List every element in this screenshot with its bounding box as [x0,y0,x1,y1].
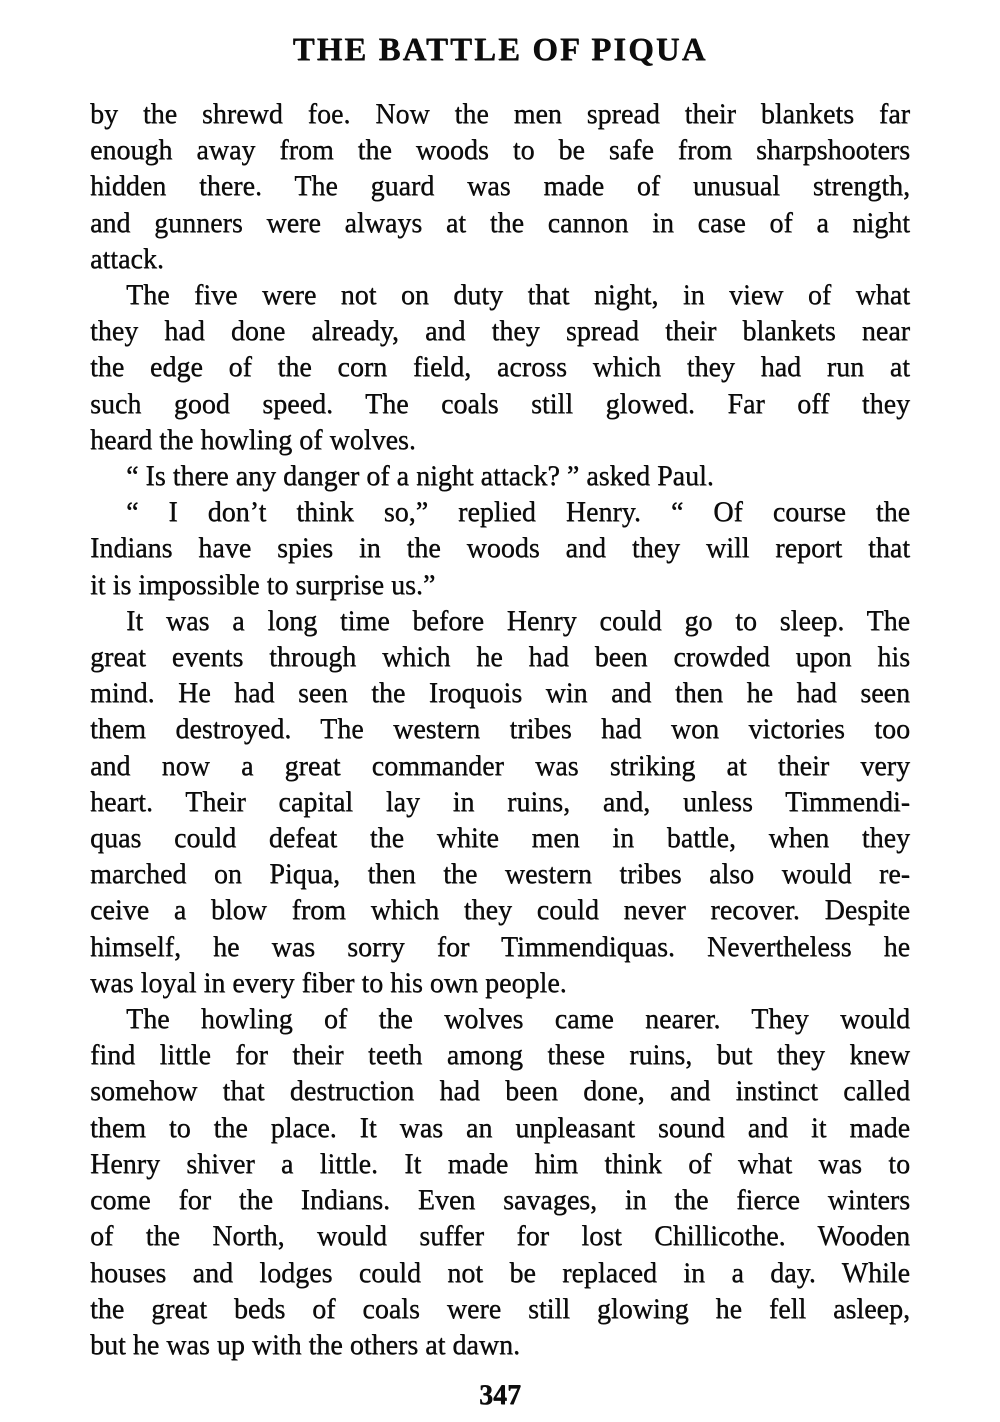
paragraph [90,97,910,278]
text-line: houses and lodges could not be replaced in a day. While [90,1257,910,1289]
text-line: The howling of the wolves came nearer. They would [126,1004,910,1036]
text-line: find little for their teeth among these ruins, but they knew [90,1040,910,1072]
text-line: “ Is there any danger of a night attack? ” asked Paul. [126,461,714,493]
text-line: the edge of the corn field, across which they had run at [90,352,910,384]
text-line: “ I don’t think so,” replied Henry. “ Of course the [126,497,910,529]
text-line: it is impossible to surprise us.” [90,569,436,601]
text-line: them destroyed. The western tribes had won victories too [90,714,910,746]
text-line: was loyal in every fiber to his own people. [90,967,567,999]
text-line: great events through which he had been crowded upon his [90,642,910,674]
text-line: and gunners were always at the cannon in case of a night [90,207,910,239]
text-line: they had done already, and they spread their blankets near [90,316,910,348]
paragraph [90,459,910,495]
text-line: of the North, would suffer for lost Chillicothe. Wooden [90,1221,910,1253]
text-column [90,97,910,1364]
paragraph [90,1002,910,1364]
text-line: heart. Their capital lay in ruins, and, unless Timmendi- [90,786,910,818]
paragraph [90,604,910,1002]
text-line: enough away from the woods to be safe from sharpshooters [90,135,910,167]
text-line: attack. [90,243,164,275]
text-line: by the shrewd foe. Now the men spread their blankets far [90,99,910,130]
text-line: quas could defeat the white men in battle, when they [90,823,910,855]
text-line: heard the howling of wolves. [90,424,416,456]
text-line: but he was up with the others at dawn. [90,1329,521,1361]
text-line: himself, he was sorry for Timmendiquas. Nevertheless he [90,931,910,963]
text-line: The five were not on duty that night, in view of what [126,280,910,312]
text-line: come for the Indians. Even savages, in the fierce winters [90,1185,910,1217]
text-line: and now a great commander was striking at their very [90,750,910,782]
text-line: Henry shiver a little. It made him think of what was to [90,1148,910,1180]
text-line: marched on Piqua, then the western tribes also would re- [90,859,910,891]
text-line: It was a long time before Henry could go to sleep. The [126,605,910,637]
text-line: somehow that destruction had been done, and instinct called [90,1076,910,1108]
page-number: 347 [479,1380,521,1412]
text-line: them to the place. It was an unpleasant sound and it made [90,1112,910,1144]
text-line: hidden there. The guard was made of unusual strength, [90,171,910,203]
paragraph [90,495,910,604]
text-line: such good speed. The coals still glowed. Far off they [90,388,910,420]
text-line: Indians have spies in the woods and they will report that [90,533,910,565]
page-header-title: THE BATTLE OF PIQUA [292,32,708,68]
text-line: mind. He had seen the Iroquois win and then he had seen [90,678,910,710]
text-line: the great beds of coals were still glowing he fell asleep, [90,1293,910,1325]
paragraph [90,278,910,459]
text-line: ceive a blow from which they could never recover. Despite [90,895,910,927]
